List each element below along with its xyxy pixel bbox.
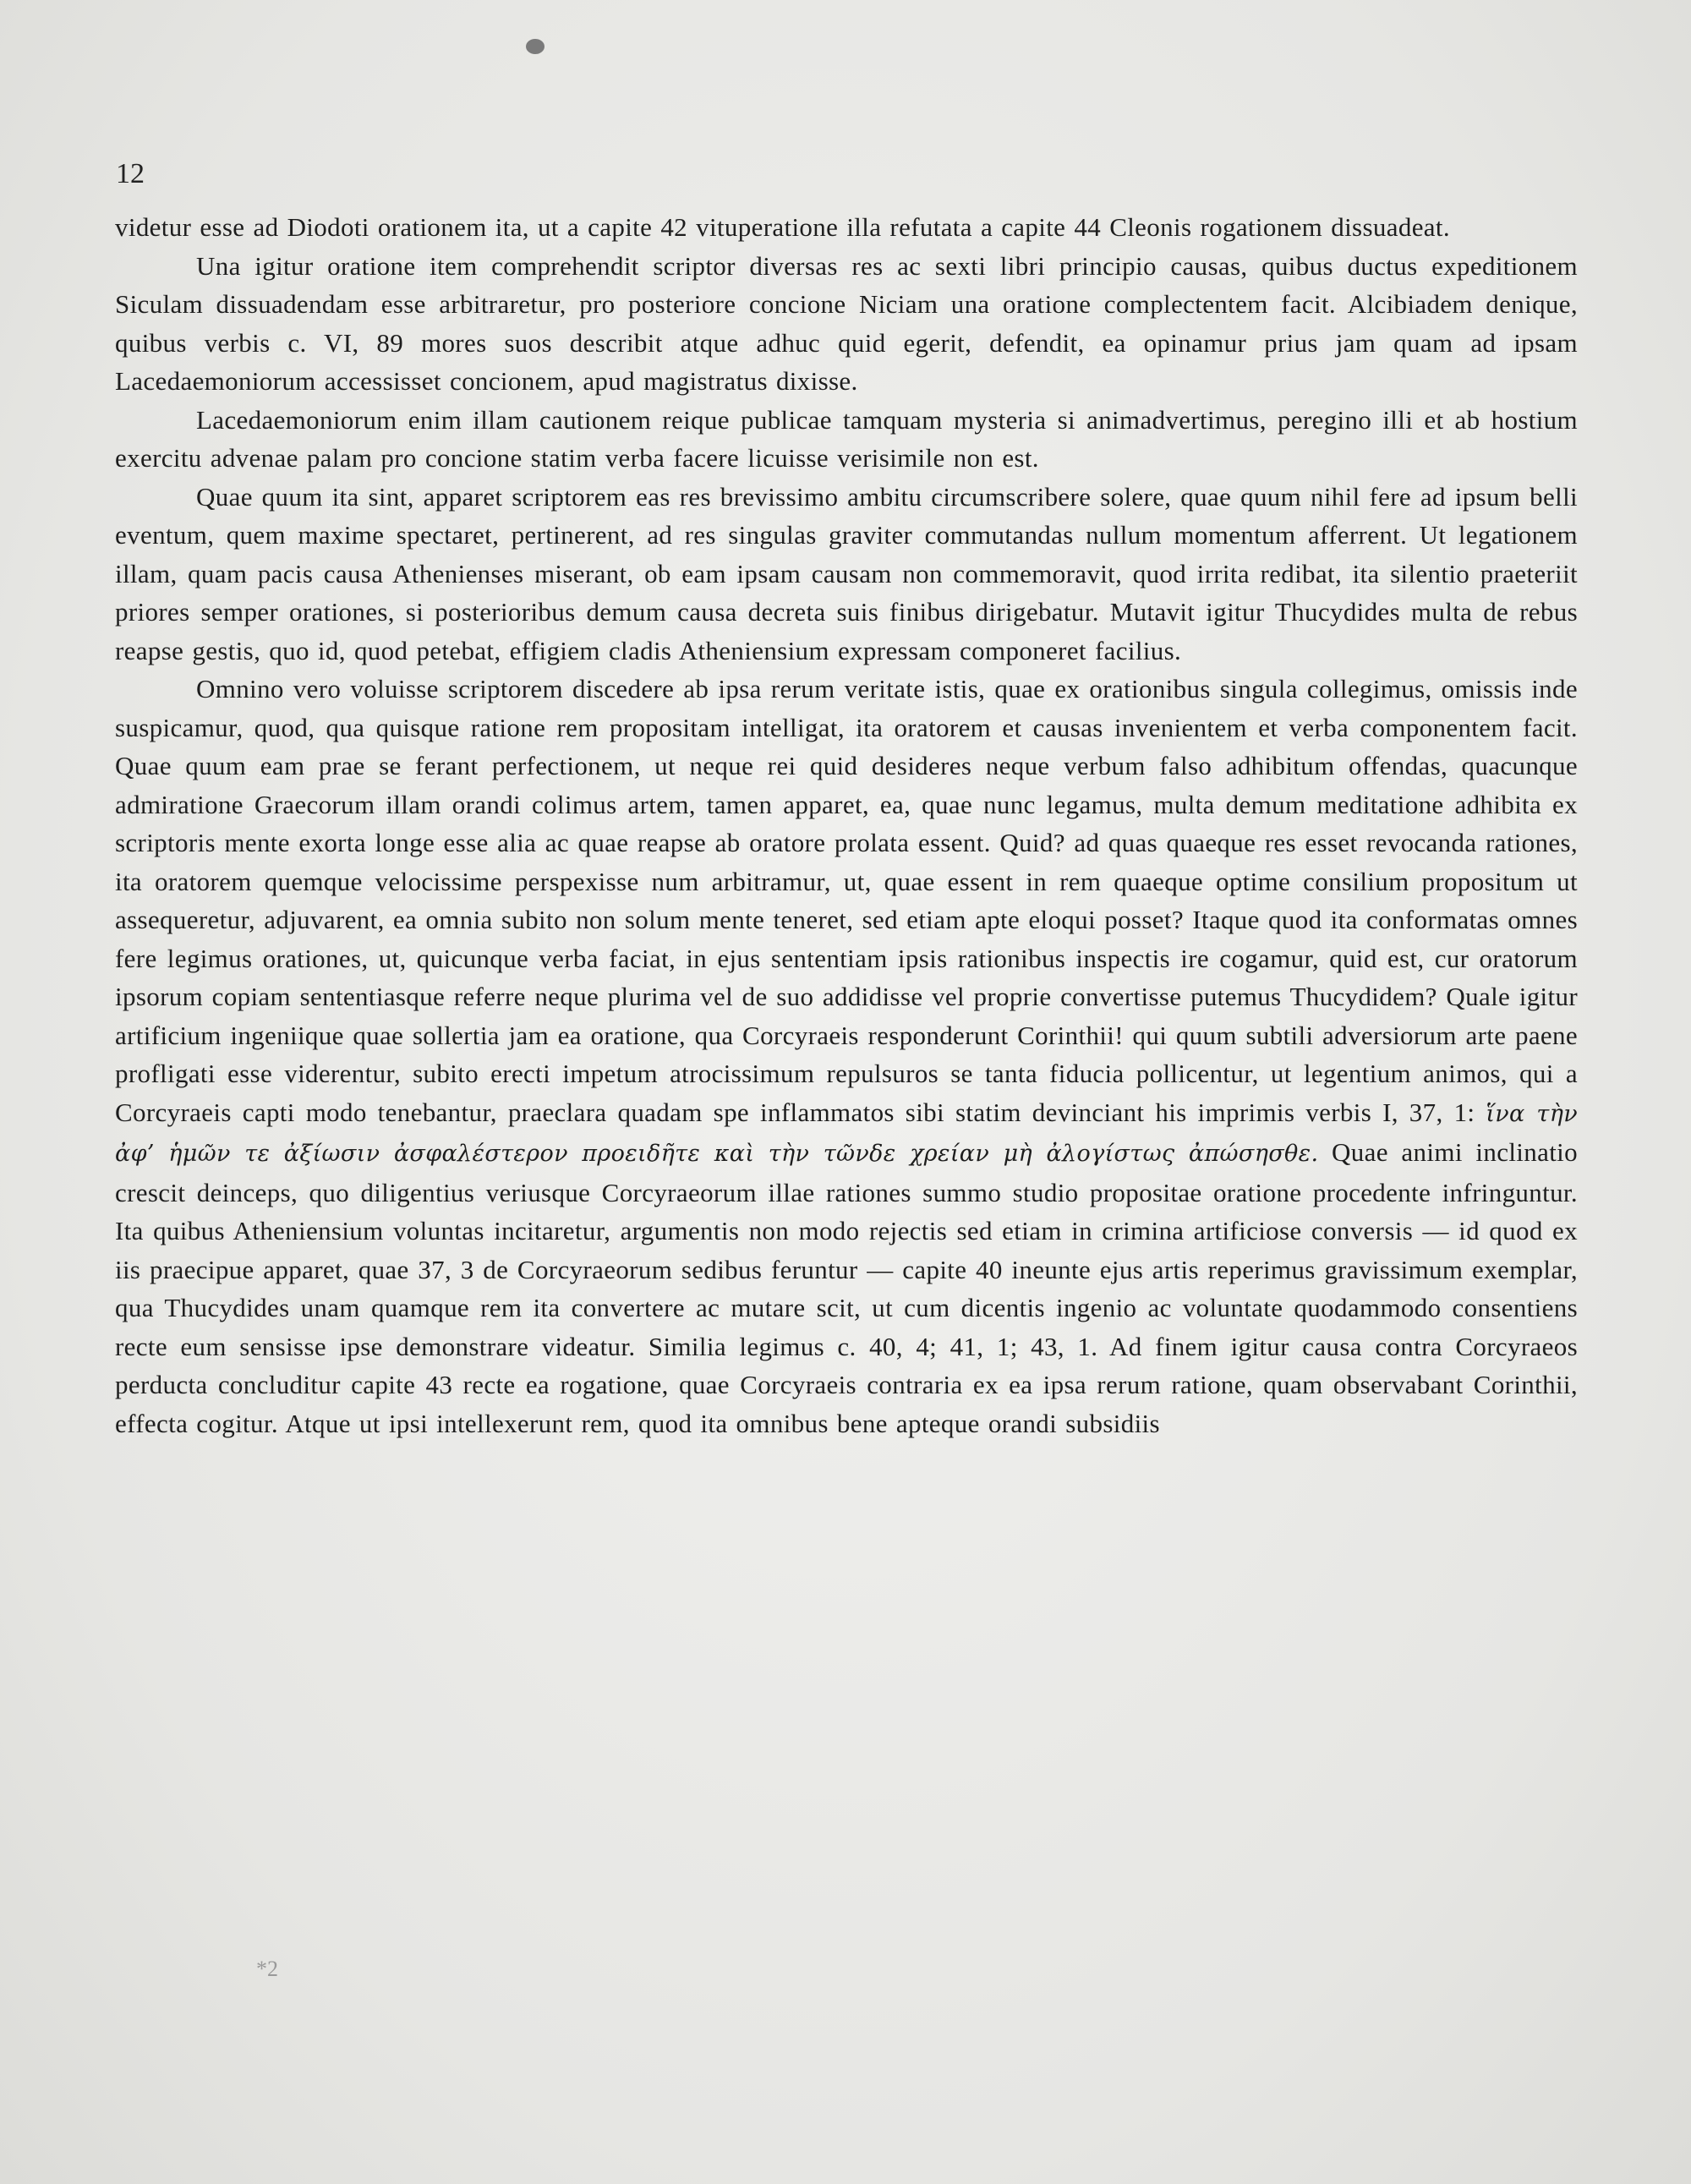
- paragraph-text: Quae quum ita sint, apparet scriptorem eas res brevissimo ambitu circumscribere solere, quae quum nihil fere ad ipsum belli eventum, quem maxime spectaret, pertinerent, ad res singulas graviter commutandas nullum momentum afferrent. Ut legationem illam, quam pacis causa Athenienses miserant, ob eam ipsam causam non commemoravit, quod irrita redibat, ita silentio praeteriit priores semper orationes, si posterioribus demum causa decreta suis finibus dirigebatur. Mutavit igitur Thucydides multa de rebus reapse gestis, quo id, quod petebat, effigiem cladis Atheniensium expressam componeret facilius.: [115, 481, 1578, 665]
- signature-mark: *2: [256, 1957, 278, 1981]
- paragraph: [115, 401, 1578, 478]
- paragraph: [115, 478, 1578, 671]
- greek-quotation: ἵνα τὴν ἀφ’ ἡμῶν τε ἀξίωσιν ἀσφαλέστερον προειδῆτε καὶ τὴν τῶνδε χρείαν μὴ ἀλογίστως ἀπώσησθε.: [115, 1100, 1578, 1167]
- paragraph-text: Lacedaemoniorum enim illam cautionem reique publicae tamquam mysteria si animadvertimus, peregino illi et ab hostium exercitu advenae palam pro concione statim verba facere licuisse verisimile non est.: [115, 404, 1578, 473]
- paragraph: [115, 670, 1578, 1442]
- paragraph-text: Quae animi inclinatio crescit deinceps, quo diligentius veriusque Corcyraeorum illae rationes summo studio propositae oratione procedente infringuntur. Ita quibus Atheniensium voluntas incitaretur, argumentis non modo rejectis sed etiam in crimina artificiose conversis — id quod ex iis praecipue apparet, quae 37, 3 de Corcyraeorum sedibus feruntur — capite 40 ineunte ejus artis reperimus gravissimum exemplar, qua Thucydides unam quamque rem ita convertere ac mutare scit, ut cum dicentis ingenio ac voluntate quodammodo consentiens recte eum sensisse ipse demonstrare videatur. Similia legimus c. 40, 4; 41, 1; 43, 1. Ad finem igitur causa contra Corcyraeos perducta concluditur capite 43 recte ea rogatione, quae Corcyraeis contraria ex ea ipsa rerum ratione, quam observabant Corinthii, effecta cogitur. Atque ut ipsi intellexerunt rem, quod ita omnibus bene apteque orandi subsidiis: [115, 1137, 1578, 1438]
- paragraph: [115, 247, 1578, 401]
- paragraph-text: Omnino vero voluisse scriptorem discedere ab ipsa rerum veritate istis, quae ex orationibus singula collegimus, omissis inde suspicamur, quod, qua quisque ratione rem propositam intelligat, ita oratorem et causas invenientem et verba componentem facit. Quae quum eam prae se ferant perfectionem, ut neque rei quid desideres neque verbum falso adhibitum offendas, quacunque admiratione Graecorum illam orandi colimus artem, tamen apparet, ea, quae nunc legamus, multa demum meditatione adhibita ex scriptoris mente exorta longe esse alia ac quae reapse ab oratore prolata essent. Quid? ad quas quaeque res esset revocanda rationes, ita oratorem quemque velocissime perspexisse num arbitramur, ut, quae essent in rem quaeque optime consilium propositum ut assequeretur, adjuvarent, ea omnia subito non solum mente teneret, sed etiam apte eloqui posset? Itaque quod ita conformatas omnes fere legimus orationes, ut, quicunque verba faciat, in ejus sententiam ipsis rationibus inspectis ire cogamur, quid est, cur oratorum ipsorum copiam sententiasque referre neque plurima vel de suo addidisse vel proprie convertisse putemus Thucydidem? Quale igitur artificium ingeniique quae sollertia jam ea oratione, qua Corcyraeis responderunt Corinthii! qui quum subtili adversiorum arte paene profligati esse viderentur, subito erecti impetum atrocissimum repulsuros se tanta fiducia pollicentur, ut legentium animos, qui a Corcyraeis capti modo tenebantur, praeclara quadam spe inflammatos sibi statim devinciant his imprimis verbis I, 37, 1:: [115, 674, 1578, 1127]
- paragraph: [115, 208, 1578, 247]
- paragraph-text: videtur esse ad Diodoti orationem ita, ut a capite 42 vituperatione illa refutata a capite 44 Cleonis rogationem dissuadeat.: [115, 212, 1450, 242]
- body-text: [115, 208, 1578, 1442]
- page-number: 12: [116, 158, 145, 189]
- paragraph-text: Una igitur oratione item comprehendit scriptor diversas res ac sexti libri principio causas, quibus ductus expeditionem Siculam dissuadendam esse arbitraretur, pro posteriore concione Niciam una oratione complectentem facit. Alcibiadem denique, quibus verbis c. VI, 89 mores suos describit atque adhuc quid egerit, defendit, ea opinamur prius jam quam ad ipsam Lacedaemoniorum accessisset concionem, apud magistratus dixisse.: [115, 250, 1578, 396]
- ink-smudge: [526, 39, 545, 54]
